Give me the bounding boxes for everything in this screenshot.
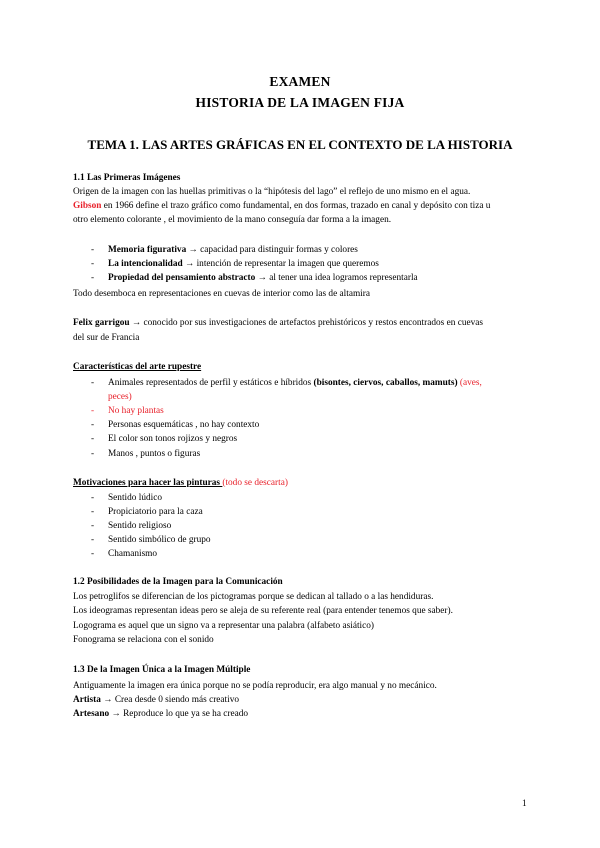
bullet-dash: - (91, 406, 95, 416)
bullet-dash: - (91, 259, 95, 269)
motivaciones-heading (73, 477, 533, 489)
paragraph-gibson-cont: otro elemento colorante , el movimiento de la mano conseguía dar forma a la imagen. (73, 215, 392, 225)
bullet-dash: - (91, 245, 95, 255)
list-item: Sentido simbólico de grupo (108, 535, 211, 545)
bullet-dash: - (91, 493, 95, 503)
bullet-dash: - (91, 434, 95, 444)
heading-note: (todo se descarta) (222, 478, 288, 488)
definition: → intención de representar la imagen que queremos (182, 259, 379, 269)
list-item: Propiciatorio para la caza (108, 507, 203, 517)
gibson-name: Gibson (73, 201, 102, 211)
definition: → Crea desde 0 siendo más creativo (100, 695, 240, 705)
list-item: Chamanismo (108, 549, 158, 559)
term: Memoria figurativa (108, 245, 187, 255)
paragraph-felix (73, 317, 533, 329)
bullet-dash: - (91, 420, 95, 430)
term: Artesano (73, 709, 110, 719)
paragraph: Antiguamente la imagen era única porque no se podía reproducir, era algo manual y no mecánico. (73, 681, 437, 691)
course-title: HISTORIA DE LA IMAGEN FIJA (195, 95, 405, 110)
paragraph-cuevas: Todo desemboca en representaciones en cuevas de interior como las de altamira (73, 289, 370, 299)
paragraph: Logograma es aquel que un signo va a representar una palabra (alfabeto asiático) (73, 621, 374, 631)
paragraph: Fonograma se relaciona con el sonido (73, 635, 214, 645)
bullet-dash: - (91, 535, 95, 545)
list-item-cont: peces) (108, 392, 132, 402)
term: Artista (73, 695, 101, 705)
section-1-2-heading: 1.2 Posibilidades de la Imagen para la Comunicación (73, 577, 283, 587)
definition: → capacidad para distinguir formas y colores (186, 245, 358, 255)
list-item: Sentido lúdico (108, 493, 162, 503)
list-item: Manos , puntos o figuras (108, 449, 201, 459)
list-item: El color son tonos rojizos y negros (108, 434, 238, 444)
paragraph: Los petroglifos se diferencian de los pictogramas porque se dedican al tallado o a las hendiduras. (73, 592, 434, 602)
paragraph-origen: Origen de la imagen con las huellas primitivas o la “hipótesis del lago” el reflejo de uno mismo en el agua. (73, 187, 471, 197)
paragraph-artesano (73, 708, 533, 720)
list-item: Sentido religioso (108, 521, 172, 531)
tema-heading: TEMA 1. LAS ARTES GRÁFICAS EN EL CONTEXTO DE LA HISTORIA (87, 137, 513, 152)
paragraph-gibson (73, 200, 533, 212)
bullet-dash: - (91, 378, 95, 388)
exam-title: EXAMEN (269, 74, 331, 89)
list-item (108, 258, 528, 270)
felix-name: Felix garrigou (73, 318, 130, 328)
list-item (108, 272, 528, 284)
bullet-dash: - (91, 549, 95, 559)
definition: → al tener una idea logramos representarla (255, 273, 418, 283)
rupestre-heading: Características del arte rupestre (73, 362, 202, 372)
definition: → Reproduce lo que ya se ha creado (109, 709, 249, 719)
list-item: No hay plantas (108, 406, 164, 416)
bullet-dash: - (91, 273, 95, 283)
bullet-dash: - (91, 507, 95, 517)
paragraph: Los ideogramas representan ideas pero se aleja de su referente real (para entender tenemos que saber). (73, 606, 453, 616)
bullet-dash: - (91, 521, 95, 531)
page-number: 1 (522, 799, 527, 809)
section-1-3-heading: 1.3 De la Imagen Única a la Imagen Múltiple (73, 665, 251, 675)
text: Animales representados de perfil y estáticos e híbridos (108, 378, 314, 388)
paragraph-felix-cont: del sur de Francia (73, 333, 140, 343)
term: La intencionalidad (108, 259, 183, 269)
list-item: Personas esquemáticas , no hay contexto (108, 420, 260, 430)
list-item (108, 244, 528, 256)
list-item (108, 377, 528, 389)
paragraph-artista (73, 694, 533, 706)
gibson-text: en 1966 define el trazo gráfico como fundamental, en dos formas, trazado en canal y depósito con tiza u (101, 201, 491, 211)
animals: (bisontes, ciervos, caballos, mamuts) (313, 378, 458, 388)
heading-text: Motivaciones para hacer las pinturas (73, 478, 223, 488)
term: Propiedad del pensamiento abstracto (108, 273, 256, 283)
section-1-1-heading: 1.1 Las Primeras Imágenes (73, 173, 181, 183)
bullet-dash: - (91, 449, 95, 459)
animals-red: (aves, (457, 378, 482, 388)
felix-text: → conocido por sus investigaciones de artefactos prehistóricos y restos encontrados en cuevas (129, 318, 483, 328)
